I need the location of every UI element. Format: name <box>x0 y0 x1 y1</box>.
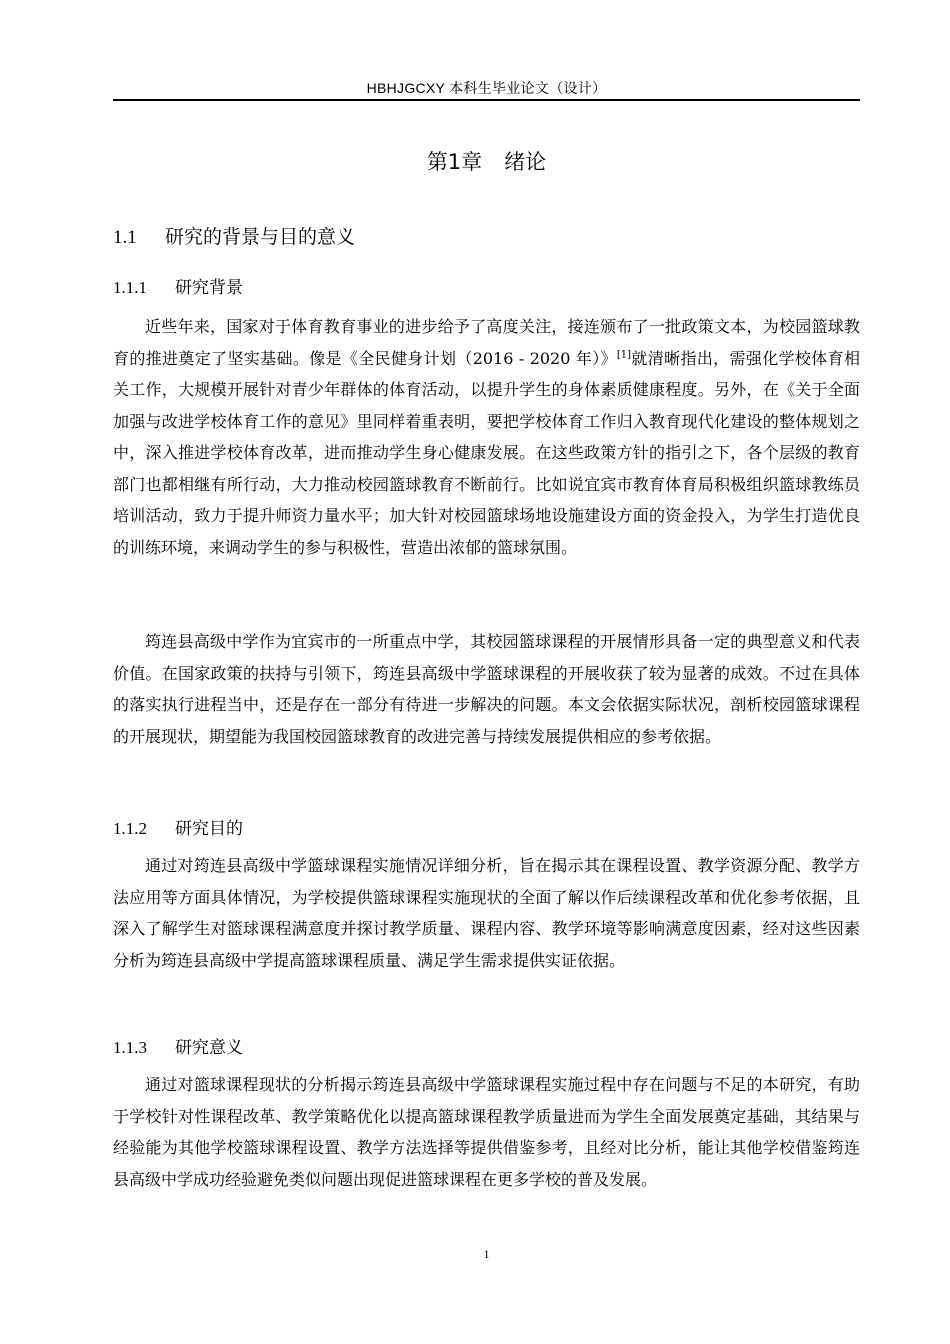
chapter-name: 绪论 <box>504 150 547 174</box>
background-paragraph-1 <box>113 311 860 563</box>
purpose-paragraph: 通过对筠连县高级中学篮球课程实施情况详细分析，旨在揭示其在课程设置、教学资源分配、教学方法应用等方面具体情况，为学校提供篮球课程实施现状的全面了解以作后续课程改革和优化参考依据，且深入了解学生对篮球课程满意度并探讨教学质量、课程内容、教学环境等影响满意度因素，经对这些因素分析为筠连县高级中学提高篮球课程质量、满足学生需求提供实证依据。 <box>113 856 860 970</box>
page-header: HBHJGCXY 本科生毕业论文（设计） <box>366 80 607 96</box>
section-heading-1-1-1 <box>113 273 243 298</box>
significance-paragraph: 通过对篮球课程现状的分析揭示筠连县高级中学篮球课程实施过程中存在问题与不足的本研究，有助于学校针对性课程改革、教学策略优化以提高篮球课程教学质量进而为学生全面发展奠定基础，其结果与经验能为其他学校篮球课程设置、教学方法选择等提供借鉴参考，且经对比分析，能让其他学校借鉴筠连县高级中学成功经验避免类似问题出现促进篮球课程在更多学校的普及发展。 <box>113 1075 860 1189</box>
section-number: 1.1.2 <box>113 819 147 838</box>
chapter-number: 第1章 <box>426 150 483 174</box>
section-number: 1.1 <box>113 227 137 248</box>
section-number: 1.1.3 <box>113 1038 147 1057</box>
paragraph-text: 就清晰指出，需强化学校体育相关工作，大规模开展针对青少年群体的体育活动，以提升学生的身体素质健康程度。另外，在《关于全面加强与改进学校体育工作的意见》里同样着重表明，要把学校体育工作归入教育现代化建设的整体规划之中，深入推进学校体育改革，进而推动学生身心健康发展。在这些政策方针的指引之下，各个层级的教育部门也都相继有所行动，大力推动校园篮球教育不断前行。比如说宜宾市教育体育局积极组织篮球教练员培训活动，致力于提升师资力量水平；加大针对校园篮球场地设施建设方面的资金投入，为学生打造优良的训练环境，来调动学生的参与积极性，营造出浓郁的篮球氛围。 <box>113 348 860 557</box>
section-heading-1-1-3 <box>113 1033 243 1058</box>
chapter-title <box>113 146 860 176</box>
citation-marker[interactable]: [1] <box>616 349 632 361</box>
background-paragraph-2: 筠连县高级中学作为宜宾市的一所重点中学，其校园篮球课程的开展情形具备一定的典型意义和代表价值。在国家政策的扶持与引领下，筠连县高级中学篮球课程的开展收获了较为显著的成效。不过在具体的落实执行进程当中，还是存在一部分有待进一步解决的问题。本文会依据实际状况，剖析校园篮球课程的开展现状，期望能为我国校园篮球教育的改进完善与持续发展提供相应的参考依据。 <box>113 632 860 746</box>
page-number: 1 <box>483 1247 490 1261</box>
section-title: 研究的背景与目的意义 <box>165 226 356 248</box>
section-number: 1.1.1 <box>113 278 147 297</box>
section-heading-1-1-2 <box>113 814 243 839</box>
section-heading-1-1 <box>113 222 355 249</box>
section-title: 研究目的 <box>175 819 243 839</box>
header-rule <box>113 99 860 101</box>
section-title: 研究意义 <box>175 1038 243 1058</box>
section-title: 研究背景 <box>175 278 243 298</box>
paragraph-text: 近些年来，国家对于体育教育事业的进步给予了高度关注，接连颁布了一批政策文本，为校园篮球教育的推进奠定了坚实基础。像是《全民健身计划（2016 - 2020 年）》 <box>113 317 860 368</box>
